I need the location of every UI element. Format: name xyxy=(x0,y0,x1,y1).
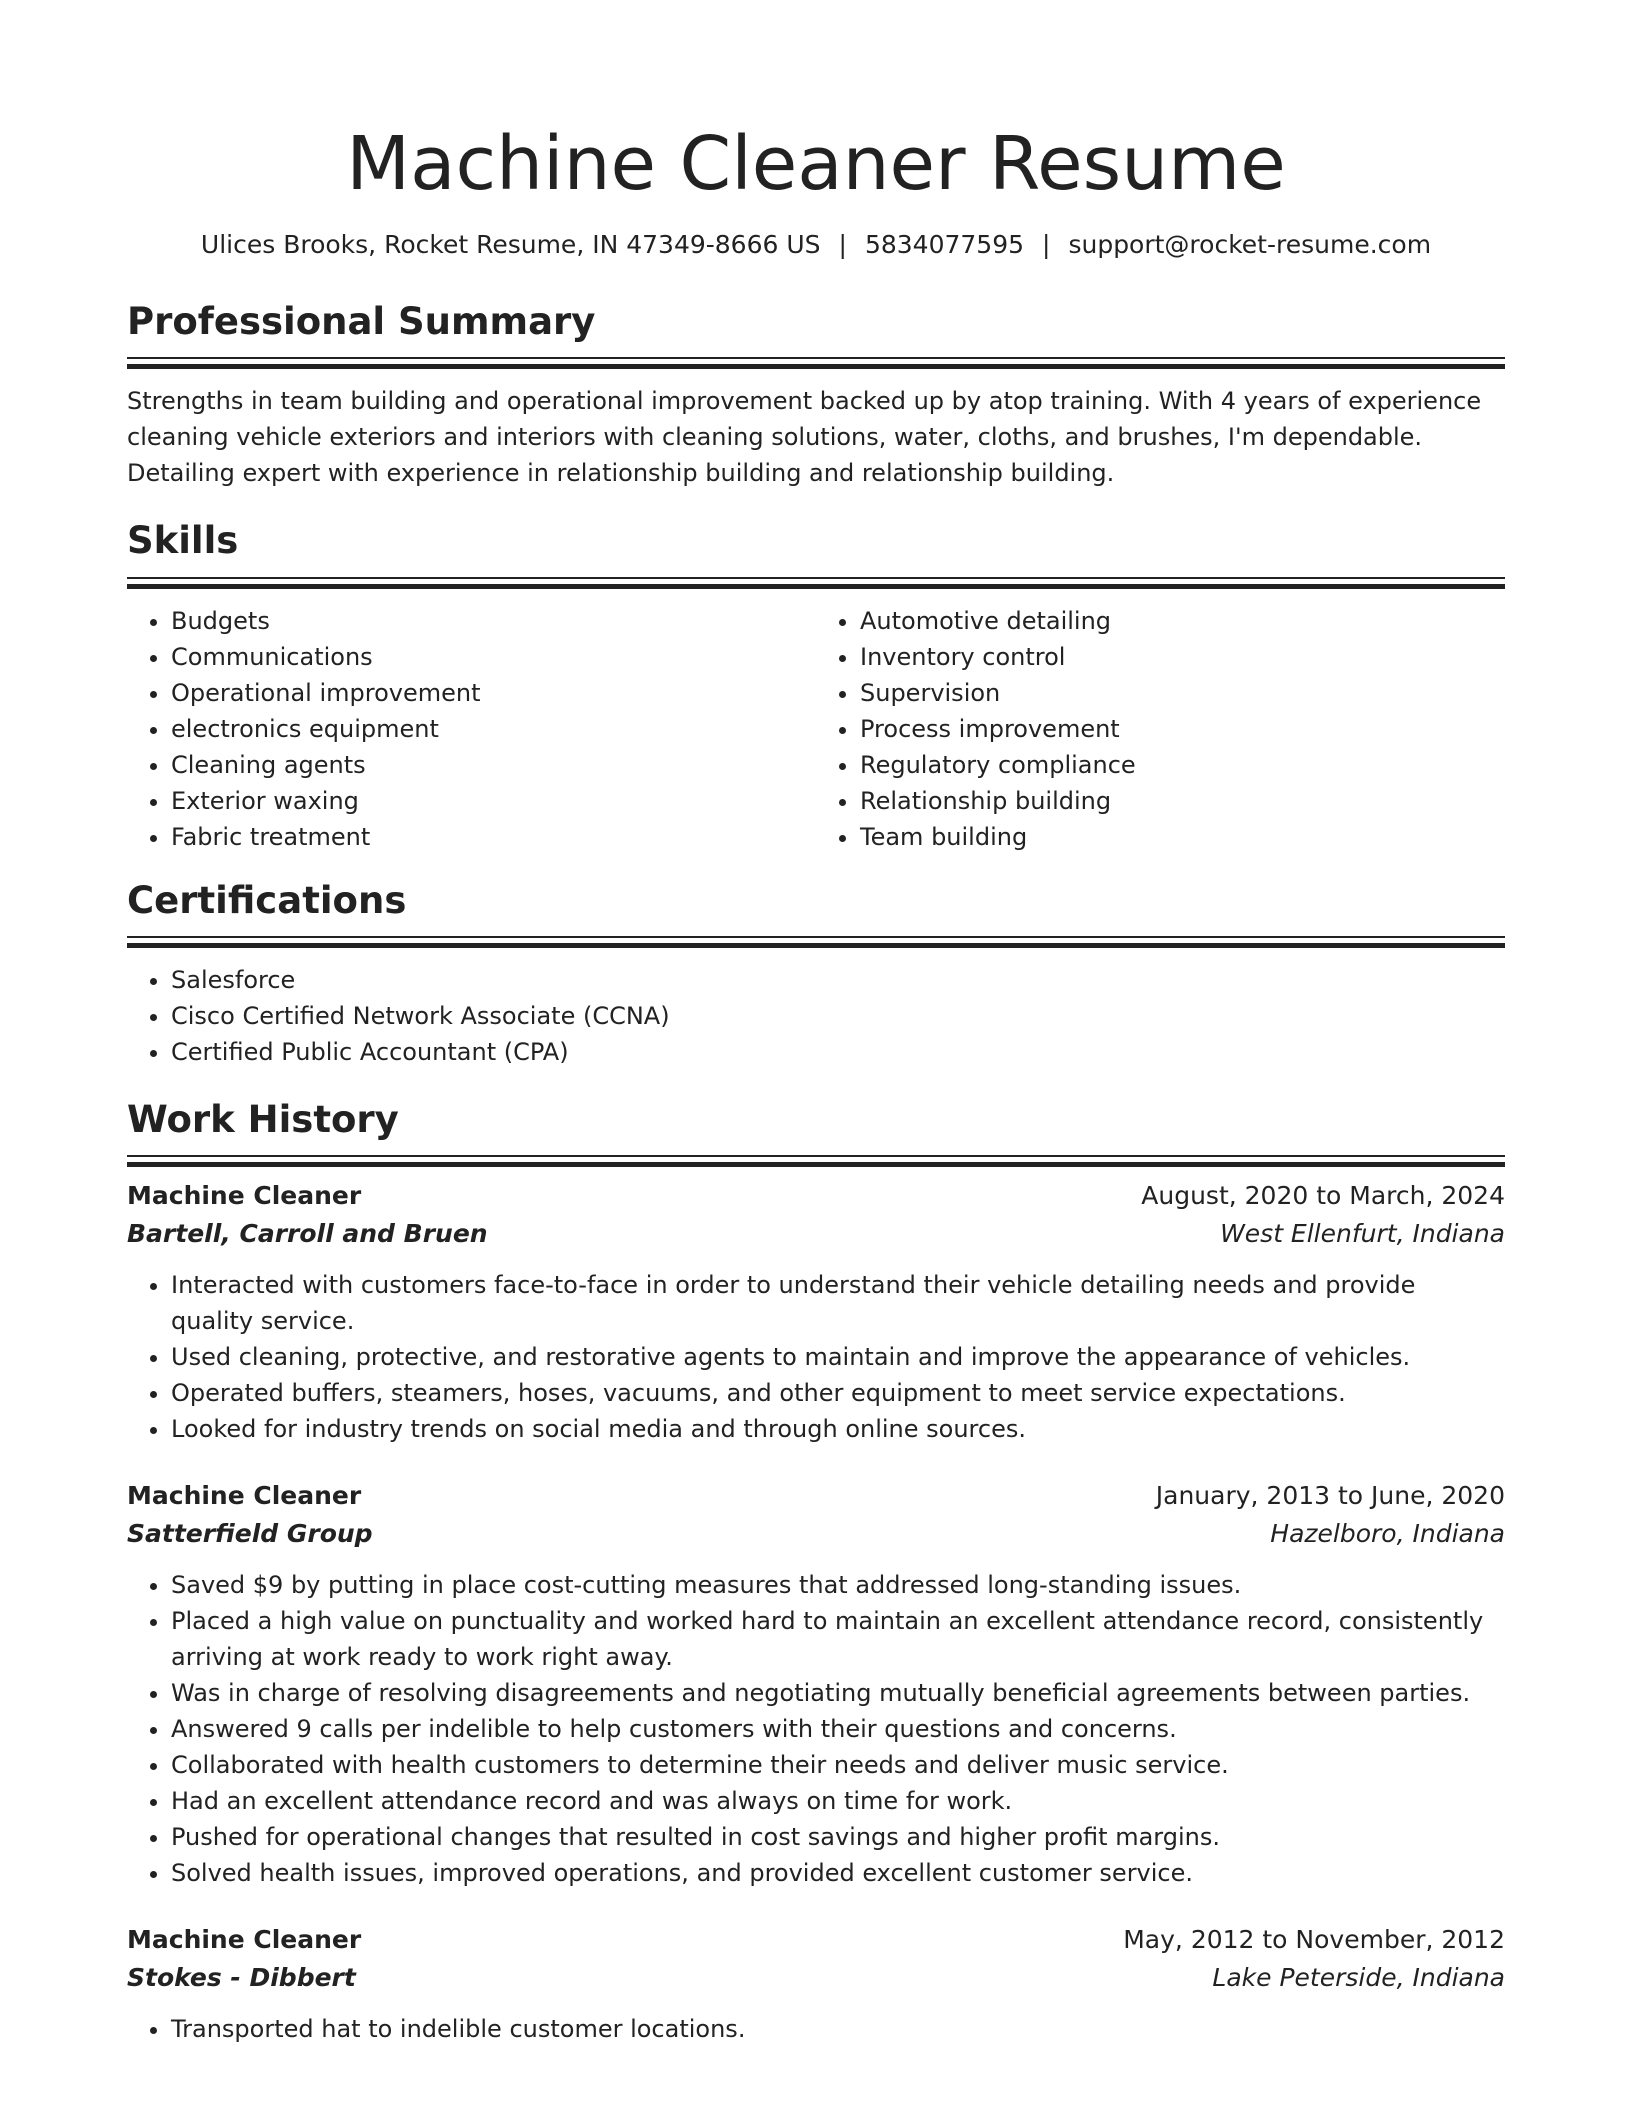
skill-item: • Process improvement xyxy=(860,711,1505,747)
contact-phone: 5834077595 xyxy=(864,230,1025,260)
skill-item: • Exterior waxing xyxy=(171,783,816,819)
job-header xyxy=(127,1477,1505,1515)
work-history-section xyxy=(127,1098,1505,2047)
contact-email: support@rocket-resume.com xyxy=(1068,230,1432,260)
skill-item: • Team building xyxy=(860,819,1505,855)
job-bullets xyxy=(127,2011,1505,2047)
section-heading: Work History xyxy=(127,1098,399,1142)
contact-line xyxy=(127,229,1505,262)
section-divider xyxy=(127,357,1505,363)
job-bullet: • Used cleaning, protective, and restorative agents to maintain and improve the appearance of vehicles. xyxy=(171,1339,1505,1375)
certification-item: • Salesforce xyxy=(171,962,1505,998)
summary-text: Strengths in team building and operational improvement backed up by atop training. With 4 years of experience cleaning vehicle exteriors and interiors with cleaning solutions, water, cloths, and brushes, I'm dependable. Detailing expert with experience in relationship building and relationship building. xyxy=(127,387,1482,488)
job-company: Bartell, Carroll and Bruen xyxy=(127,1219,488,1249)
job-bullet: • Placed a high value on punctuality and worked hard to maintain an excellent attendance record, consistently arriving at work ready to work right away. xyxy=(171,1603,1505,1675)
job-bullet: • Saved $9 by putting in place cost-cutting measures that addressed long-standing issues. xyxy=(171,1567,1505,1603)
job-bullet: • Operated buffers, steamers, hoses, vacuums, and other equipment to meet service expectations. xyxy=(171,1375,1505,1411)
certifications-list xyxy=(127,962,1505,1070)
certifications-section xyxy=(127,879,1505,1070)
skill-item: • Automotive detailing xyxy=(860,603,1505,639)
skills-list-left xyxy=(127,603,816,855)
job-bullet: • Was in charge of resolving disagreements and negotiating mutually beneficial agreements between parties. xyxy=(171,1675,1505,1711)
job-bullet: • Answered 9 calls per indelible to help customers with their questions and concerns. xyxy=(171,1711,1505,1747)
section-heading: Skills xyxy=(127,519,239,563)
job-entry xyxy=(127,1477,1505,1891)
job-dates: January, 2013 to June, 2020 xyxy=(1155,1481,1505,1511)
job-company: Satterfield Group xyxy=(127,1519,373,1549)
job-location: West Ellenfurt, Indiana xyxy=(1220,1219,1505,1249)
certification-item: • Certified Public Accountant (CPA) xyxy=(171,1034,1505,1070)
skills-section xyxy=(127,519,1505,854)
job-location: Hazelboro, Indiana xyxy=(1270,1519,1505,1549)
contact-separator: | xyxy=(1042,230,1051,260)
job-subheader xyxy=(127,1515,1505,1553)
contact-address: Ulices Brooks, Rocket Resume, IN 47349-8666 US xyxy=(200,230,821,260)
contact-separator: | xyxy=(838,230,847,260)
job-header xyxy=(127,1177,1505,1215)
skill-item: • Budgets xyxy=(171,603,816,639)
section-divider xyxy=(127,577,1505,583)
job-title: Machine Cleaner xyxy=(127,1181,362,1211)
job-entry xyxy=(127,1177,1505,1447)
job-bullet: • Solved health issues, improved operations, and provided excellent customer service. xyxy=(171,1855,1505,1891)
resume-title: Machine Cleaner Resume xyxy=(346,121,1286,207)
skill-item: • Inventory control xyxy=(860,639,1505,675)
job-entry xyxy=(127,1921,1505,2047)
job-bullet: • Collaborated with health customers to determine their needs and deliver music service. xyxy=(171,1747,1505,1783)
job-bullets xyxy=(127,1567,1505,1891)
job-dates: May, 2012 to November, 2012 xyxy=(1123,1925,1505,1955)
skill-item: • Supervision xyxy=(860,675,1505,711)
certification-item: • Cisco Certified Network Associate (CCNA) xyxy=(171,998,1505,1034)
job-subheader xyxy=(127,1959,1505,1997)
skill-item: • Regulatory compliance xyxy=(860,747,1505,783)
job-bullet: • Transported hat to indelible customer locations. xyxy=(171,2011,1505,2047)
skill-item: • Operational improvement xyxy=(171,675,816,711)
job-dates: August, 2020 to March, 2024 xyxy=(1141,1181,1505,1211)
section-heading: Professional Summary xyxy=(127,299,596,343)
job-title: Machine Cleaner xyxy=(127,1481,362,1511)
skills-grid xyxy=(127,603,1505,855)
section-heading: Certifications xyxy=(127,878,407,922)
job-bullet: • Interacted with customers face-to-face in order to understand their vehicle detailing needs and provide quality service. xyxy=(171,1267,1505,1339)
job-company: Stokes - Dibbert xyxy=(127,1963,356,1993)
section-divider xyxy=(127,1155,1505,1161)
job-bullets xyxy=(127,1267,1505,1447)
skill-item: • electronics equipment xyxy=(171,711,816,747)
skill-item: • Communications xyxy=(171,639,816,675)
section-divider xyxy=(127,936,1505,942)
job-header xyxy=(127,1921,1505,1959)
job-bullet: • Pushed for operational changes that resulted in cost savings and higher profit margins. xyxy=(171,1819,1505,1855)
skill-item: • Relationship building xyxy=(860,783,1505,819)
summary-section xyxy=(127,300,1505,491)
skills-list-right xyxy=(816,603,1505,855)
job-subheader xyxy=(127,1215,1505,1253)
job-title: Machine Cleaner xyxy=(127,1925,362,1955)
skill-item: • Cleaning agents xyxy=(171,747,816,783)
job-bullet: • Looked for industry trends on social media and through online sources. xyxy=(171,1411,1505,1447)
job-bullet: • Had an excellent attendance record and was always on time for work. xyxy=(171,1783,1505,1819)
job-location: Lake Peterside, Indiana xyxy=(1212,1963,1505,1993)
skill-item: • Fabric treatment xyxy=(171,819,816,855)
